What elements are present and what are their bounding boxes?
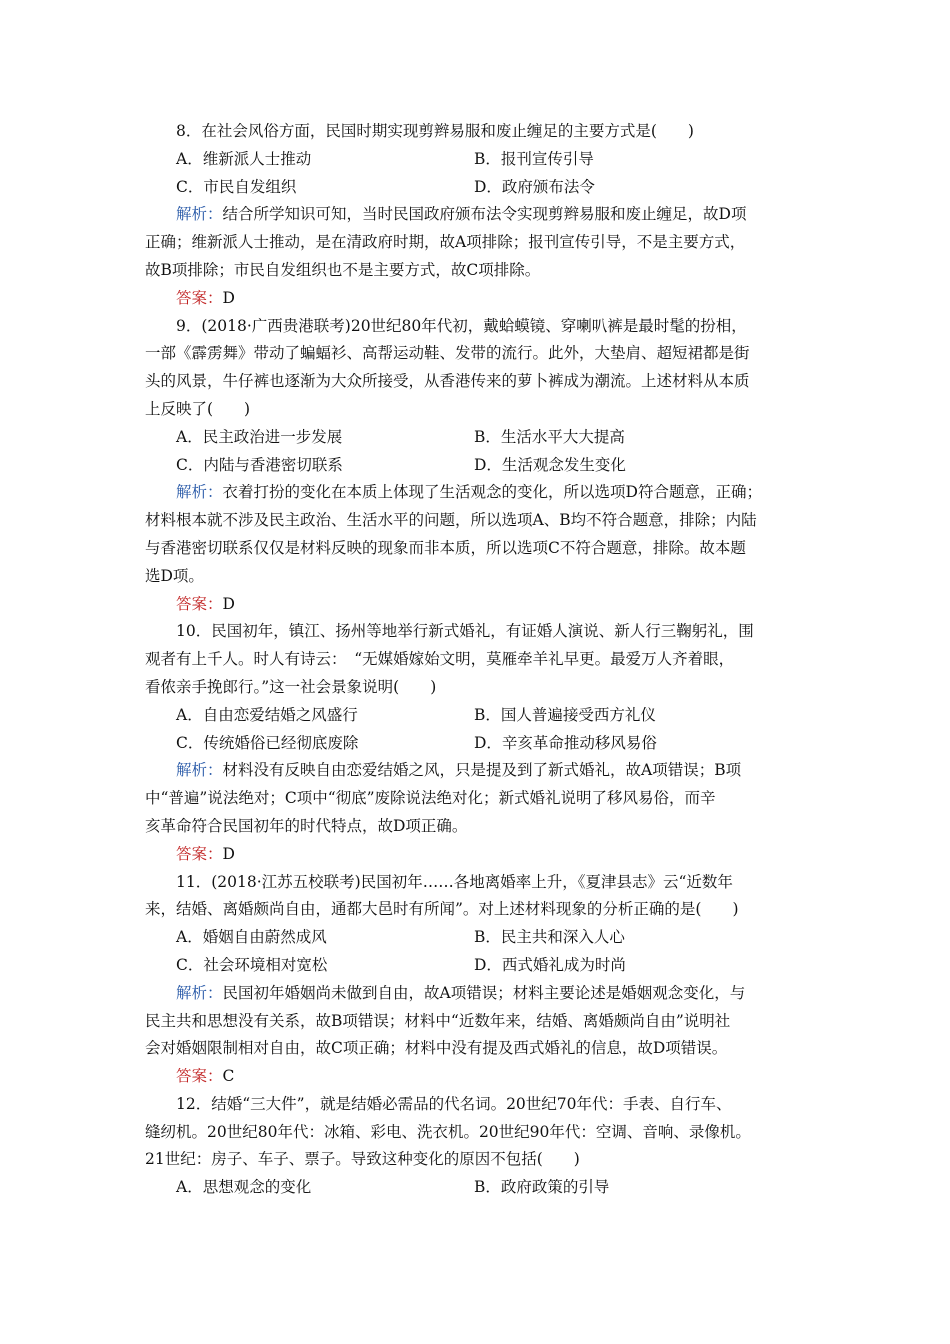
analysis-label: 解析： (176, 205, 223, 224)
question-stem: 8．在社会风俗方面，民国时期实现剪辫易服和废止缠足的主要方式是( ) (176, 122, 694, 140)
option-a: A．婚姻自由蔚然成风 (176, 928, 327, 947)
option-c: C．市民自发组织 (176, 177, 297, 196)
answer-value: D (222, 288, 235, 307)
answer-line (145, 1063, 817, 1091)
option-row (145, 452, 817, 480)
option-row (145, 730, 817, 758)
option-d: D．辛亥革命推动移风易俗 (474, 733, 657, 752)
answer-value: D (222, 594, 235, 613)
analysis-line: 民主共和思想没有关系，故B项错误；材料中“近数年来，结婚、离婚颇尚自由”说明社 (145, 1011, 731, 1030)
analysis-line: 与香港密切联系仅仅是材料反映的现象而非本质，所以选项C不符合题意，排除。故本题 (145, 538, 746, 557)
analysis-line: 解析：结合所学知识可知，当时民国政府颁布法令实现剪辫易服和废止缠足，故D项 (176, 205, 747, 224)
option-d: D．生活观念发生变化 (474, 455, 626, 474)
option-b: B．国人普遍接受西方礼仪 (474, 705, 656, 724)
answer-line (145, 285, 817, 313)
analysis-line: 解析：衣着打扮的变化在本质上体现了生活观念的变化，所以选项D符合题意，正确； (176, 483, 762, 502)
analysis-label: 解析： (176, 483, 223, 502)
option-c: C．内陆与香港密切联系 (176, 455, 343, 474)
option-a: A．自由恋爱结婚之风盛行 (176, 705, 358, 724)
question-stem: 11．(2018·江苏五校联考)民国初年……各地离婚率上升，《夏津县志》云“近数年 (176, 872, 733, 891)
option-b: B．生活水平大大提高 (474, 427, 625, 446)
question-stem: 观者有上千人。时人有诗云： “无媒婚嫁始文明，莫雁牵羊礼早更。最爱万人齐着眼， (145, 650, 735, 669)
question-stem: 21世纪：房子、车子、票子。导致这种变化的原因不包括( ) (145, 1150, 580, 1169)
answer-value: D (222, 844, 235, 863)
question-stem: 上反映了( ) (145, 399, 251, 418)
answer-label: 答案： (176, 844, 223, 863)
answer-line (145, 591, 817, 619)
analysis-line: 选D项。 (145, 566, 204, 585)
question-stem: 12．结婚“三大件”，就是结婚必需品的代名词。20世纪70年代：手表、自行车、 (176, 1094, 732, 1113)
option-d: D．政府颁布法令 (474, 177, 595, 196)
question-stem: 9．(2018·广西贵港联考)20世纪80年代初，戴蛤蟆镜、穿喇叭裤是最时髦的扮相， (176, 316, 747, 335)
question-12 (145, 1091, 817, 1202)
analysis-line: 会对婚姻限制相对自由，故C项正确；材料中没有提及西式婚礼的信息，故D项错误。 (145, 1039, 728, 1058)
question-10 (145, 618, 817, 868)
question-9 (145, 313, 817, 619)
analysis-line: 亥革命符合民国初年的时代特点，故D项正确。 (145, 816, 468, 835)
option-b: B．政府政策的引导 (474, 1178, 610, 1197)
option-a: A．民主政治进一步发展 (176, 427, 343, 446)
document-page (145, 118, 817, 1202)
analysis-label: 解析： (176, 761, 223, 780)
option-row (145, 952, 817, 980)
question-stem: 一部《霹雳舞》带动了蝙蝠衫、高帮运动鞋、发带的流行。此外，大垫肩、超短裙都是街 (145, 344, 750, 363)
analysis-label: 解析： (176, 983, 223, 1002)
option-b: B．报刊宣传引导 (474, 149, 594, 168)
question-8 (145, 118, 817, 313)
option-c: C．传统婚俗已经彻底废除 (176, 733, 359, 752)
option-row (145, 1174, 817, 1202)
option-d: D．西式婚礼成为时尚 (474, 955, 626, 974)
question-stem: 看侬亲手挽郎行。”这一社会景象说明( ) (145, 677, 437, 696)
analysis-line: 解析：材料没有反映自由恋爱结婚之风，只是提及到了新式婚礼，故A项错误；B项 (176, 761, 742, 780)
analysis-line: 解析：民国初年婚姻尚未做到自由，故A项错误；材料主要论述是婚姻观念变化，与 (176, 983, 746, 1002)
answer-value: C (222, 1067, 235, 1086)
analysis-line: 正确；维新派人士推动，是在清政府时期，故A项排除；报刊宣传引导，不是主要方式， (145, 233, 746, 252)
option-a: A．思想观念的变化 (176, 1178, 312, 1197)
option-row (145, 702, 817, 730)
option-b: B．民主共和深入人心 (474, 928, 625, 947)
question-stem: 头的风景，牛仔裤也逐渐为大众所接受，从香港传来的萝卜裤成为潮流。上述材料从本质 (145, 372, 750, 391)
option-row (145, 146, 817, 174)
question-stem: 10．民国初年，镇江、扬州等地举行新式婚礼，有证婚人演说、新人行三鞠躬礼，围 (176, 622, 754, 641)
option-a: A．维新派人士推动 (176, 149, 312, 168)
analysis-line: 故B项排除；市民自发组织也不是主要方式，故C项排除。 (145, 260, 541, 279)
option-row (145, 924, 817, 952)
question-stem: 缝纫机。20世纪80年代：冰箱、彩电、洗衣机。20世纪90年代：空调、音响、录像机。 (145, 1122, 751, 1141)
option-row (145, 174, 817, 202)
option-c: C．社会环境相对宽松 (176, 955, 328, 974)
analysis-line: 材料根本就不涉及民主政治、生活水平的问题，所以选项A、B均不符合题意，排除；内陆 (145, 511, 757, 530)
question-stem: 来，结婚、离婚颇尚自由，通都大邑时有所闻”。对上述材料现象的分析正确的是( ) (145, 900, 739, 919)
analysis-line: 中“普遍”说法绝对；C项中“彻底”废除说法绝对化；新式婚礼说明了移风易俗，而辛 (145, 789, 716, 808)
question-11 (145, 869, 817, 1091)
answer-label: 答案： (176, 594, 223, 613)
answer-line (145, 841, 817, 869)
option-row (145, 424, 817, 452)
answer-label: 答案： (176, 288, 223, 307)
answer-label: 答案： (176, 1067, 223, 1086)
